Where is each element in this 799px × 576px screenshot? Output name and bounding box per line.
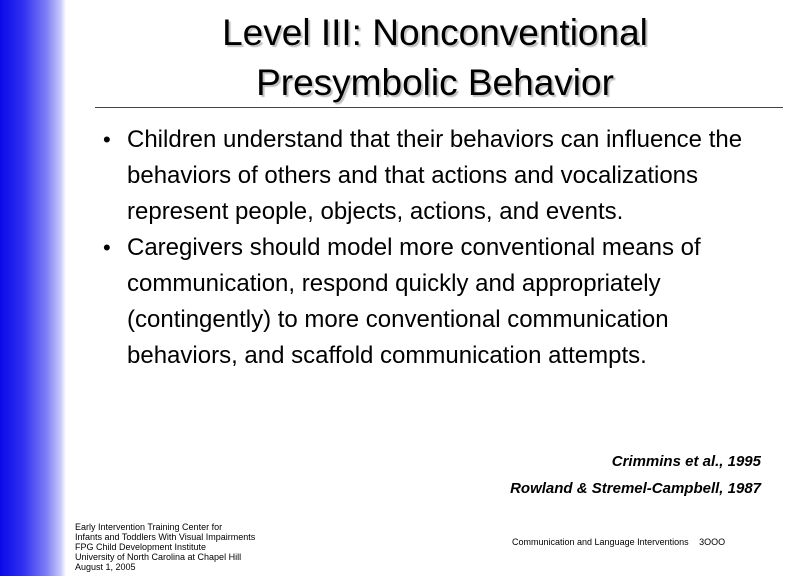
bullet-text: Caregivers should model more conventional means of communication, respond quickly and appropriately (contingently) to more conventional communication behaviors, and scaffold communication attempts.: [127, 234, 701, 369]
slide-title: [100, 8, 770, 108]
footer-line: FPG Child Development Institute: [75, 542, 207, 552]
bullet-text: Children understand that their behaviors can influence the behaviors of others and that actions and vocalizations represent people, objects, actions, and events.: [127, 126, 743, 225]
bullet-item: [103, 122, 757, 230]
bullet-dot-icon: •: [103, 127, 111, 152]
citation-1: Crimmins et al., 1995: [611, 453, 761, 470]
footer-course: [512, 536, 725, 548]
footer-line: Early Intervention Training Center for: [75, 522, 223, 532]
bullet-dot-icon: •: [103, 235, 111, 260]
footer-date: August 1, 2005: [75, 562, 136, 572]
slide-title-line-1: Level III: Nonconventional: [222, 12, 648, 53]
bullet-list: [103, 122, 757, 374]
footer-institution: [75, 522, 315, 572]
footer-line: University of North Carolina at Chapel Hill: [75, 552, 242, 562]
footer-course-title: Communication and Language Interventions: [512, 537, 689, 547]
title-divider: [95, 107, 783, 108]
left-accent-bar: [0, 0, 66, 576]
citations: [510, 448, 761, 502]
bullet-item: [103, 230, 757, 374]
citation-2: Rowland & Stremel-Campbell, 1987: [510, 480, 761, 497]
footer-line: Infants and Toddlers With Visual Impairments: [75, 532, 256, 542]
slide-title-line-2: Presymbolic Behavior: [256, 62, 614, 103]
page-number: 3OOO: [699, 537, 726, 547]
